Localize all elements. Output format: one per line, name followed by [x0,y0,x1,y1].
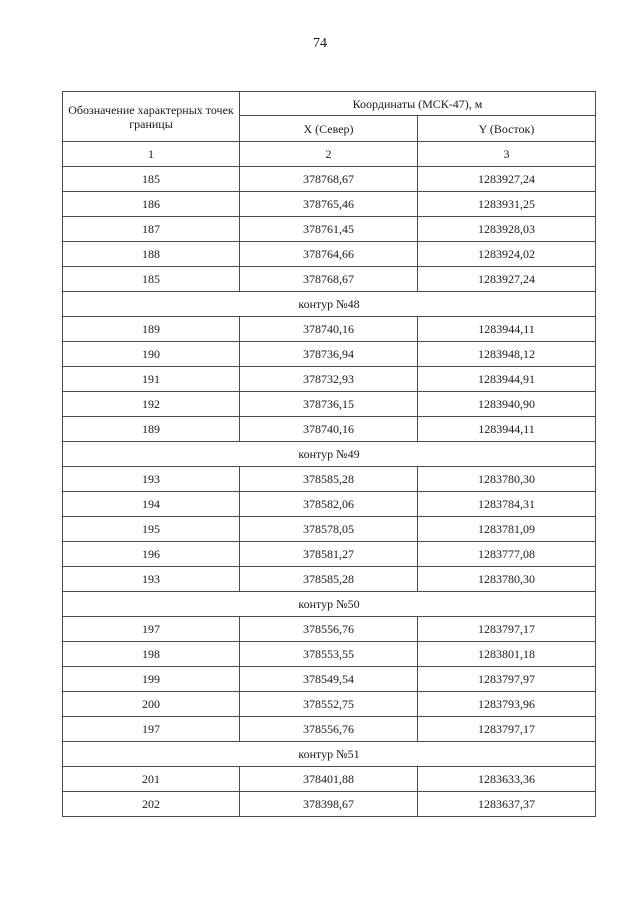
y-coordinate-cell: 1283944,11 [418,317,596,342]
table-row [63,517,596,542]
contour-row [63,292,596,317]
x-coordinate-cell: 378740,16 [240,317,418,342]
y-coordinate-cell: 1283944,91 [418,367,596,392]
y-coordinate-cell: 1283928,03 [418,217,596,242]
point-id-cell: 199 [63,667,240,692]
point-id-cell: 186 [63,192,240,217]
y-coordinate-cell: 1283784,31 [418,492,596,517]
x-coordinate-cell: 378578,05 [240,517,418,542]
table-row [63,217,596,242]
contour-label: контур №50 [63,592,596,617]
page-number: 74 [313,36,327,51]
point-id-cell: 195 [63,517,240,542]
x-coordinate-cell: 378768,67 [240,267,418,292]
y-coordinate-cell: 1283633,36 [418,767,596,792]
y-coordinate-cell: 1283777,08 [418,542,596,567]
point-id-cell: 197 [63,717,240,742]
point-id-cell: 191 [63,367,240,392]
x-coordinate-cell: 378398,67 [240,792,418,817]
table-row [63,392,596,417]
point-id-cell: 188 [63,242,240,267]
column-number: 3 [418,142,596,167]
table-row [63,692,596,717]
table-row [63,367,596,392]
x-coordinate-cell: 378581,27 [240,542,418,567]
x-coordinate-cell: 378585,28 [240,567,418,592]
table-row [63,167,596,192]
point-id-cell: 201 [63,767,240,792]
table-row [63,267,596,292]
x-coordinate-cell: 378549,54 [240,667,418,692]
table-row [63,642,596,667]
table-row [63,192,596,217]
point-id-cell: 194 [63,492,240,517]
y-east-header: Y (Восток) [418,116,596,142]
x-coordinate-cell: 378736,94 [240,342,418,367]
contour-label: контур №49 [63,442,596,467]
x-coordinate-cell: 378401,88 [240,767,418,792]
x-coordinate-cell: 378556,76 [240,717,418,742]
table-row [63,767,596,792]
point-id-cell: 189 [63,317,240,342]
y-coordinate-cell: 1283780,30 [418,567,596,592]
contour-label: контур №48 [63,292,596,317]
x-coordinate-cell: 378768,67 [240,167,418,192]
x-coordinate-cell: 378585,28 [240,467,418,492]
table-row [63,342,596,367]
x-coordinate-cell: 378553,55 [240,642,418,667]
contour-label: контур №51 [63,742,596,767]
point-id-cell: 190 [63,342,240,367]
table-row [63,317,596,342]
table-row [63,567,596,592]
contour-row [63,742,596,767]
x-coordinate-cell: 378556,76 [240,617,418,642]
x-coordinate-cell: 378736,15 [240,392,418,417]
column-number: 2 [240,142,418,167]
y-coordinate-cell: 1283780,30 [418,467,596,492]
table-row [63,467,596,492]
point-id-cell: 193 [63,567,240,592]
x-coordinate-cell: 378765,46 [240,192,418,217]
point-id-cell: 200 [63,692,240,717]
x-coordinate-cell: 378761,45 [240,217,418,242]
y-coordinate-cell: 1283781,09 [418,517,596,542]
table-row [63,617,596,642]
point-id-cell: 202 [63,792,240,817]
table-row [63,242,596,267]
y-coordinate-cell: 1283927,24 [418,167,596,192]
point-id-cell: 196 [63,542,240,567]
y-coordinate-cell: 1283924,02 [418,242,596,267]
y-coordinate-cell: 1283793,96 [418,692,596,717]
point-id-cell: 185 [63,167,240,192]
point-id-cell: 185 [63,267,240,292]
x-coordinate-cell: 378732,93 [240,367,418,392]
point-id-cell: 197 [63,617,240,642]
y-coordinate-cell: 1283801,18 [418,642,596,667]
point-id-cell: 192 [63,392,240,417]
x-coordinate-cell: 378552,75 [240,692,418,717]
y-coordinate-cell: 1283637,37 [418,792,596,817]
table-row [63,542,596,567]
point-id-cell: 193 [63,467,240,492]
y-coordinate-cell: 1283797,17 [418,717,596,742]
column-number: 1 [63,142,240,167]
y-coordinate-cell: 1283931,25 [418,192,596,217]
coordinates-table [62,91,596,817]
table-row [63,667,596,692]
y-coordinate-cell: 1283948,12 [418,342,596,367]
coordinates-header: Координаты (МСК-47), м [240,92,596,116]
table-row [63,417,596,442]
contour-row [63,592,596,617]
point-id-cell: 189 [63,417,240,442]
y-coordinate-cell: 1283797,17 [418,617,596,642]
point-designation-header: Обозначение характерных точек границы [63,92,240,142]
x-coordinate-cell: 378764,66 [240,242,418,267]
y-coordinate-cell: 1283797,97 [418,667,596,692]
x-north-header: X (Север) [240,116,418,142]
y-coordinate-cell: 1283927,24 [418,267,596,292]
point-id-cell: 198 [63,642,240,667]
table-row [63,792,596,817]
x-coordinate-cell: 378582,06 [240,492,418,517]
x-coordinate-cell: 378740,16 [240,417,418,442]
table-body [63,167,596,817]
table-row [63,492,596,517]
table-row [63,717,596,742]
point-id-cell: 187 [63,217,240,242]
y-coordinate-cell: 1283940,90 [418,392,596,417]
contour-row [63,442,596,467]
y-coordinate-cell: 1283944,11 [418,417,596,442]
